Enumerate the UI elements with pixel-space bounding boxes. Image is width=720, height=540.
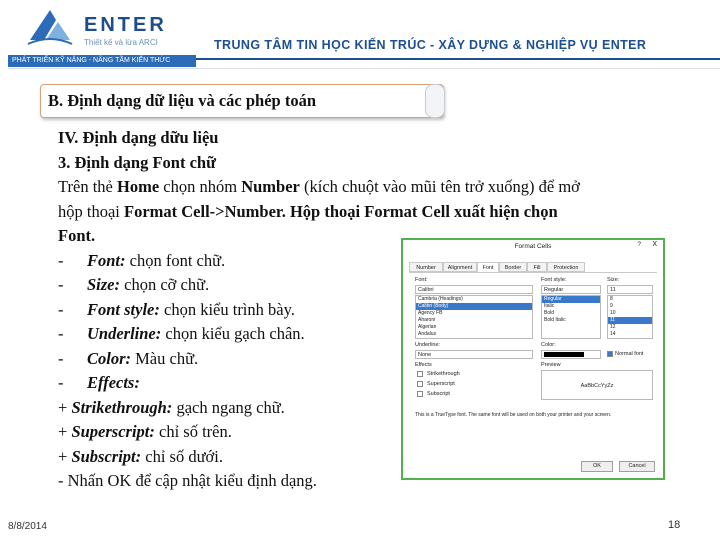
enter-logo-icon — [26, 6, 74, 50]
preview-box: AaBbCcYyZz — [541, 370, 653, 400]
tab-font[interactable]: Font — [477, 262, 499, 272]
underline-label: Underline: — [415, 342, 441, 348]
font-input[interactable]: Calibri — [415, 285, 533, 294]
tagline: PHÁT TRIỂN KỸ NĂNG - NÂNG TẦM KIẾN THỨC — [8, 55, 196, 67]
heading-1: IV. Định dạng dữu liệu — [58, 128, 219, 147]
font-label: Font: — [415, 277, 428, 283]
size-label: Size: — [607, 277, 620, 283]
font-list-item[interactable]: Calibri (Body) — [416, 303, 532, 310]
superscript-checkbox[interactable] — [417, 381, 423, 387]
normal-font-label: Normal font — [615, 351, 644, 357]
size-item[interactable]: 8 — [610, 296, 613, 302]
list-item-font: - Font: chọn font chữ. — [58, 250, 226, 270]
color-swatch — [544, 352, 584, 357]
section-banner-tab — [425, 84, 445, 118]
color-label: Color: — [541, 342, 556, 348]
color-select[interactable] — [541, 350, 601, 359]
strikethrough-label: Strikethrough — [427, 371, 460, 377]
effects-label: Effects — [415, 362, 432, 368]
tab-alignment[interactable]: Alignment — [443, 262, 477, 272]
font-list[interactable] — [415, 295, 533, 339]
logo-text: ENTER — [84, 14, 167, 36]
font-list-item[interactable]: Agency FB — [418, 310, 443, 316]
tab-border[interactable]: Border — [499, 262, 527, 272]
cancel-button[interactable]: Cancel — [619, 461, 655, 472]
subscript-checkbox[interactable] — [417, 391, 423, 397]
slide-number: 18 — [668, 519, 681, 531]
list-item-color: - Color: Màu chữ. — [58, 348, 199, 368]
size-item[interactable]: 9 — [610, 303, 613, 309]
truetype-note: This is a TrueType font. The same font will be used on both your printer and your screen. — [415, 412, 612, 418]
help-icon[interactable]: ? — [637, 241, 641, 248]
font-style-item[interactable]: Italic — [544, 303, 555, 309]
font-style-label: Font style: — [541, 277, 567, 283]
size-list[interactable] — [607, 295, 653, 339]
paragraph-line-1: Trên thẻ Home chọn nhóm Number (kích chuột vào mũi tên trở xuống) để mở — [58, 177, 580, 196]
font-list-item[interactable]: Andalus — [418, 331, 437, 337]
size-input[interactable]: 11 — [607, 285, 653, 294]
tab-number[interactable]: Number — [409, 262, 443, 272]
font-style-item[interactable]: Regular — [542, 296, 600, 303]
underline-select[interactable]: None — [415, 350, 533, 359]
size-item[interactable]: 14 — [610, 331, 616, 337]
list-item-effects: - Effects: — [58, 373, 140, 392]
final-line: - Nhấn OK để cập nhật kiểu định dạng. — [58, 471, 317, 490]
font-style-item[interactable]: Bold — [544, 310, 555, 316]
normal-font-checkbox[interactable] — [607, 351, 613, 357]
tab-fill[interactable]: Fill — [527, 262, 547, 272]
ok-button[interactable]: OK — [581, 461, 613, 472]
effect-strikethrough: + Strikethrough: gạch ngang chữ. — [58, 397, 285, 417]
tab-panel-border — [409, 272, 657, 273]
header-divider — [196, 58, 720, 60]
paragraph-line-3: Font. — [58, 226, 96, 245]
dialog-title: Format Cells — [514, 243, 552, 250]
preview-label: Preview — [541, 362, 561, 368]
font-style-input[interactable]: Regular — [541, 285, 601, 294]
effect-subscript: + Subscript: chỉ số dưới. — [58, 446, 223, 466]
close-icon[interactable]: X — [652, 241, 657, 248]
header-divider-thin — [8, 68, 720, 69]
list-item-font-style: - Font style: chọn kiểu trình bày. — [58, 299, 295, 319]
size-item[interactable]: 10 — [610, 310, 616, 316]
strikethrough-checkbox[interactable] — [417, 371, 423, 377]
heading-2: 3. Định dạng Font chữ — [58, 152, 216, 172]
font-style-item[interactable]: Bold Italic — [544, 317, 566, 323]
section-title: B. Định dạng dữ liệu và các phép toán — [48, 91, 317, 110]
size-item[interactable]: 12 — [610, 324, 616, 330]
effect-superscript: + Superscript: chỉ số trên. — [58, 422, 232, 441]
size-item[interactable]: 11 — [608, 317, 652, 324]
paragraph-line-2: hộp thoại Format Cell->Number. Hộp thoại Format Cell xuất hiện chọn — [58, 201, 558, 221]
font-list-item[interactable]: Aharoni — [418, 317, 436, 323]
slide-date: 8/8/2014 — [8, 521, 47, 532]
list-item-size: - Size: chọn cỡ chữ. — [58, 275, 210, 294]
org-title: TRUNG TÂM TIN HỌC KIẾN TRÚC - XÂY DỰNG & NGHIỆP VỤ ENTER — [214, 38, 647, 52]
logo-subtitle: Thiết kế và lừa ARCI — [84, 38, 158, 47]
font-list-item[interactable]: Cambria (Headings) — [418, 296, 463, 302]
superscript-label: Superscript — [427, 381, 455, 387]
list-item-underline: - Underline: chọn kiểu gạch chân. — [58, 324, 305, 343]
font-style-list[interactable] — [541, 295, 601, 339]
format-cells-dialog — [401, 238, 665, 480]
tab-protection[interactable]: Protection — [547, 262, 585, 272]
font-list-item[interactable]: Algerian — [418, 324, 437, 330]
subscript-label: Subscript — [427, 391, 450, 397]
